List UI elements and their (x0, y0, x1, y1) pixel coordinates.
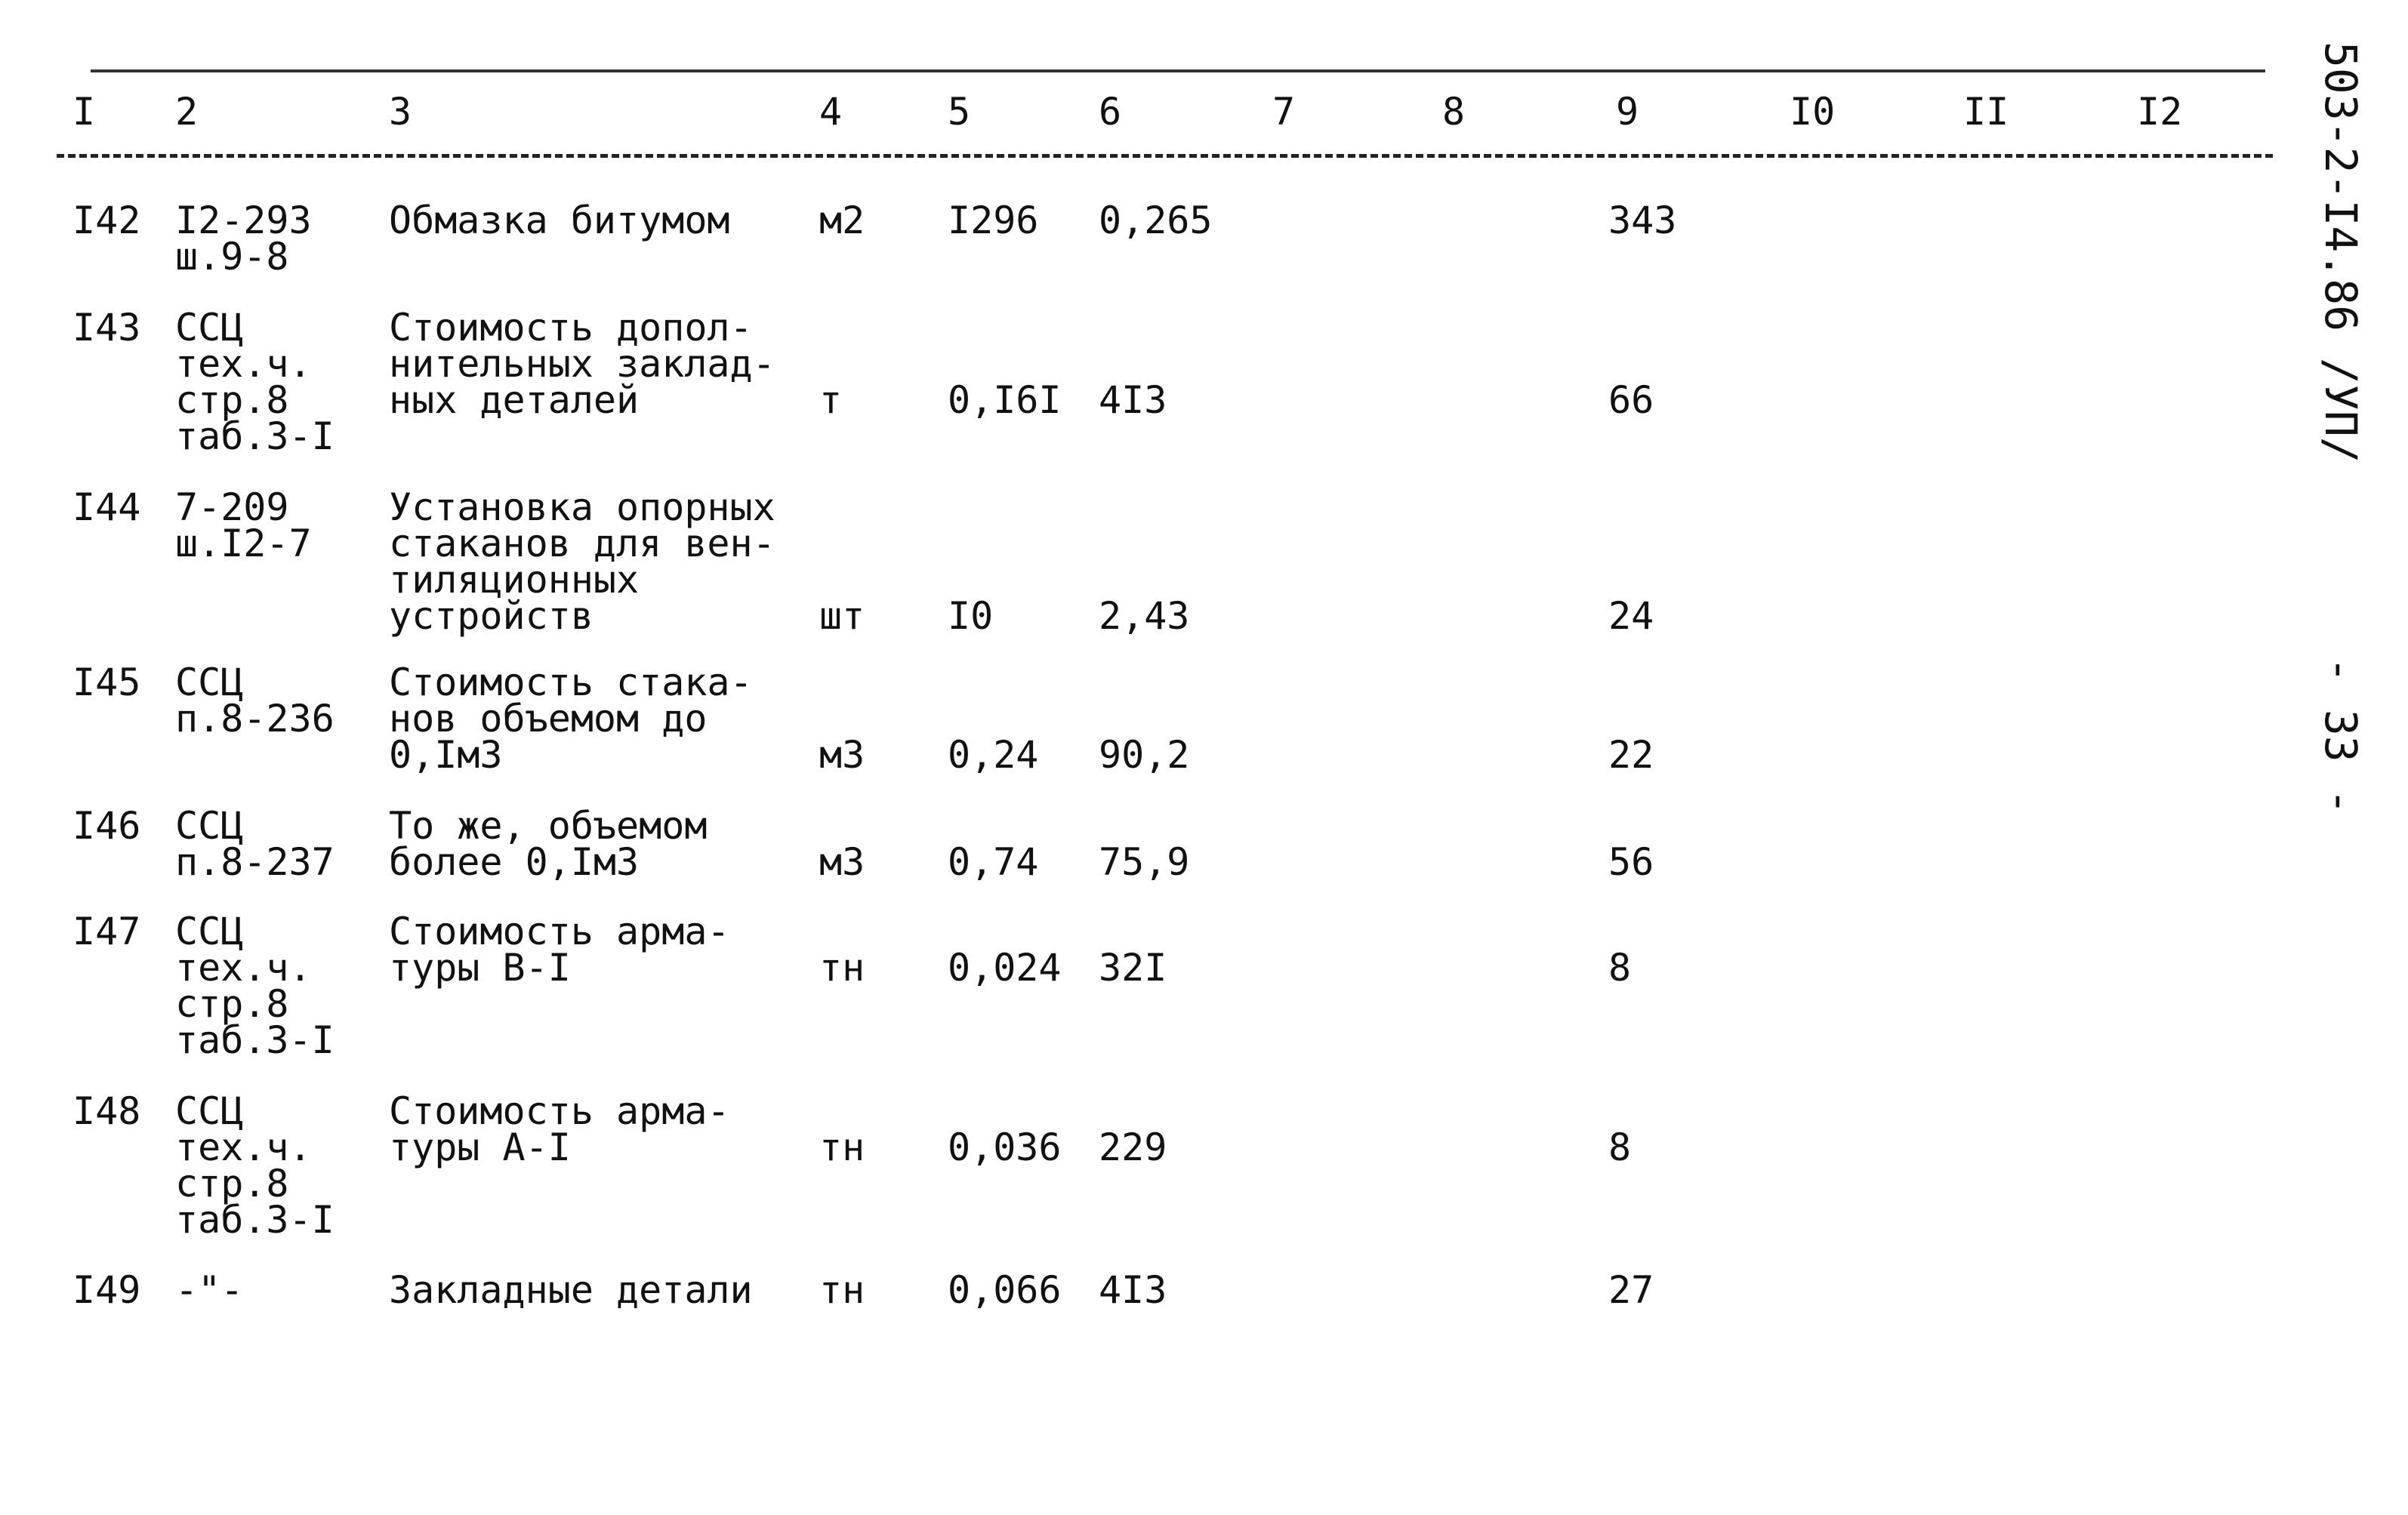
rate-code: -"- (175, 1268, 244, 1312)
unit-price: 0,265 (1099, 199, 1213, 242)
quantity: 0,74 (948, 840, 1039, 884)
unit: м3 (819, 733, 865, 777)
row-number: I42 (72, 199, 141, 242)
rate-code: ССЦ тех.ч. стр.8 таб.3-I (175, 306, 335, 458)
unit: м2 (819, 199, 865, 242)
rate-code: ССЦ тех.ч. стр.8 таб.3-I (175, 1089, 335, 1242)
unit-price: 229 (1099, 1125, 1167, 1169)
quantity: 0,024 (948, 946, 1062, 990)
unit: тн (819, 1125, 865, 1169)
column-header-10: I0 (1790, 90, 1836, 134)
work-name: Стоимость арма- туры А-I (389, 1089, 730, 1169)
total-cost: 56 (1608, 840, 1654, 884)
work-name: Обмазка битумом (389, 199, 730, 242)
rate-code: ССЦ тех.ч. стр.8 таб.3-I (175, 910, 335, 1062)
row-number: I47 (72, 910, 141, 953)
column-header-4: 4 (819, 90, 843, 134)
total-cost: 8 (1608, 1125, 1632, 1169)
row-number: I49 (72, 1268, 141, 1312)
quantity: 0,I6I (948, 378, 1062, 422)
column-header-9: 9 (1616, 90, 1639, 134)
work-name: Стоимость стака- нов объемом до 0,Iм3 (389, 661, 753, 777)
unit-price: 90,2 (1099, 733, 1190, 777)
unit-price: 75,9 (1099, 840, 1190, 884)
rate-code: ССЦ п.8-236 (175, 661, 335, 741)
total-cost: 8 (1608, 946, 1632, 990)
column-header-11: II (1963, 90, 2009, 134)
unit-price: 2,43 (1099, 594, 1190, 638)
total-cost: 24 (1608, 594, 1654, 638)
quantity: I296 (948, 199, 1039, 242)
unit-price: 4I3 (1099, 378, 1167, 422)
work-name: Установка опорных стаканов для вен- тиляционных устройств (389, 485, 775, 638)
column-header-2: 2 (175, 90, 199, 134)
row-number: I48 (72, 1089, 141, 1133)
quantity: 0,036 (948, 1125, 1062, 1169)
work-name: Закладные детали (389, 1268, 753, 1312)
unit: м3 (819, 840, 865, 884)
total-cost: 343 (1608, 199, 1677, 242)
page-number: - 33 - (2315, 657, 2366, 815)
rate-code: I2-293 ш.9-8 (175, 199, 312, 279)
header-bottom-rule (57, 154, 2273, 158)
unit: тн (819, 946, 865, 990)
row-number: I45 (72, 661, 141, 704)
row-number: I44 (72, 485, 141, 529)
quantity: 0,066 (948, 1268, 1062, 1312)
column-header-5: 5 (948, 90, 971, 134)
column-header-3: 3 (389, 90, 412, 134)
row-number: I46 (72, 804, 141, 848)
column-header-7: 7 (1272, 90, 1296, 134)
unit: шт (819, 594, 865, 638)
document-code: 503-2-I4.86 /УП/ (2315, 42, 2366, 463)
work-name: Стоимость арма- туры В-I (389, 910, 730, 990)
total-cost: 27 (1608, 1268, 1654, 1312)
quantity: I0 (948, 594, 994, 638)
unit-price: 4I3 (1099, 1268, 1167, 1312)
unit: т (819, 378, 843, 422)
unit-price: 32I (1099, 946, 1167, 990)
total-cost: 22 (1608, 733, 1654, 777)
column-header-6: 6 (1099, 90, 1122, 134)
unit: тн (819, 1268, 865, 1312)
rate-code: ССЦ п.8-237 (175, 804, 335, 884)
work-name: Стоимость допол- нительных заклад- ных деталей (389, 306, 775, 422)
work-name: То же, объемом более 0,Iм3 (389, 804, 708, 884)
column-header-8: 8 (1442, 90, 1466, 134)
column-header-12: I2 (2137, 90, 2183, 134)
quantity: 0,24 (948, 733, 1039, 777)
column-header-1: I (72, 90, 96, 134)
row-number: I43 (72, 306, 141, 349)
total-cost: 66 (1608, 378, 1654, 422)
header-top-rule (91, 69, 2265, 72)
rate-code: 7-209 ш.I2-7 (175, 485, 312, 565)
